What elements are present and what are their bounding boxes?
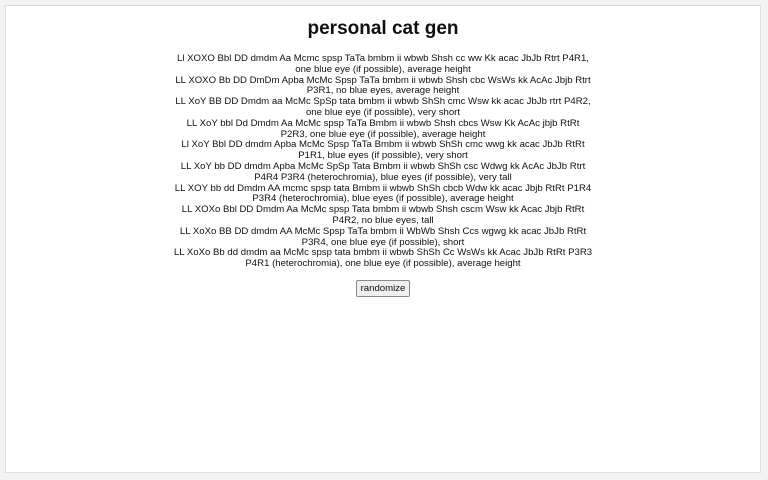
- cat-entry: LL XoY BB DD Dmdm aa McMc SpSp tata bmbm ii wbwb ShSh cmc Wsw kk acac JbJb rtrt P4R2, one blue eye (if possible), very short: [175, 96, 591, 118]
- cat-entry: LL XoXo BB DD dmdm AA McMc Spsp TaTa bmbm ii WbWb Shsh Ccs wgwg kk acac JbJb RtRt P3R4, one blue eye (if possible), short: [179, 225, 587, 248]
- cat-entry: Ll XoY Bbl DD dmdm Apba McMc Spsp TaTa Bmbm ii wbwb ShSh cmc wwg kk acac JbJb RtRt P1R1, blue eyes (if possible), very short: [181, 139, 585, 162]
- cat-entry: LL XOY bb dd Dmdm AA mcmc spsp tata Bmbm ii wbwb ShSh cbcb Wdw kk acac Jbjb RtRt P1R4 P3R4 (heterochromia), blue eyes (if possible), average height: [174, 182, 592, 205]
- randomize-button[interactable]: randomize: [356, 280, 411, 297]
- page-container: [5, 5, 761, 473]
- cat-list: [6, 54, 760, 270]
- cat-entry: LL XoXo Bb dd dmdm aa McMc spsp tata bmbm ii wbwb ShSh Cc WsWs kk Acac JbJb RtRt P3R3 P4R1 (heterochromia), one blue eye (if possible), average height: [173, 247, 593, 270]
- cat-entry: LL XOXO Bb DD DmDm Apba McMc Spsp TaTa bmbm ii wbwb Shsh cbc WsWs kk AcAc Jbjb Rtrt P3R1, no blue eyes, average height: [175, 74, 591, 97]
- page-title: personal cat gen: [307, 18, 459, 39]
- cat-entry: Ll XOXO Bbl DD dmdm Aa Mcmc spsp TaTa bmbm ii wbwb Shsh cc ww Kk acac JbJb Rtrt P4R1, one blue eye (if possible), average height: [177, 53, 589, 75]
- button-row: [6, 278, 760, 297]
- cat-entry: LL XOXo Bbl DD Dmdm Aa McMc spsp Tata bmbm ii wbwb Shsh cscm Wsw kk Acac Jbjb RtRt P4R2, no blue eyes, tall: [181, 204, 585, 226]
- cat-entry: LL XoY bbl Dd Dmdm Aa McMc spsp TaTa Bmbm ii wbwb Shsh cbcs Wsw Kk AcAc jbjb RtRt P2R3, one blue eye (if possible), average height: [186, 117, 580, 140]
- cat-entry: LL XoY bb DD dmdm Apba McMc SpSp Tata Bmbm ii wbwb ShSh csc Wdwg kk AcAc JbJb Rtrt P4R4 P3R4 (heterochromia), blue eyes (if possible), very tall: [180, 160, 586, 183]
